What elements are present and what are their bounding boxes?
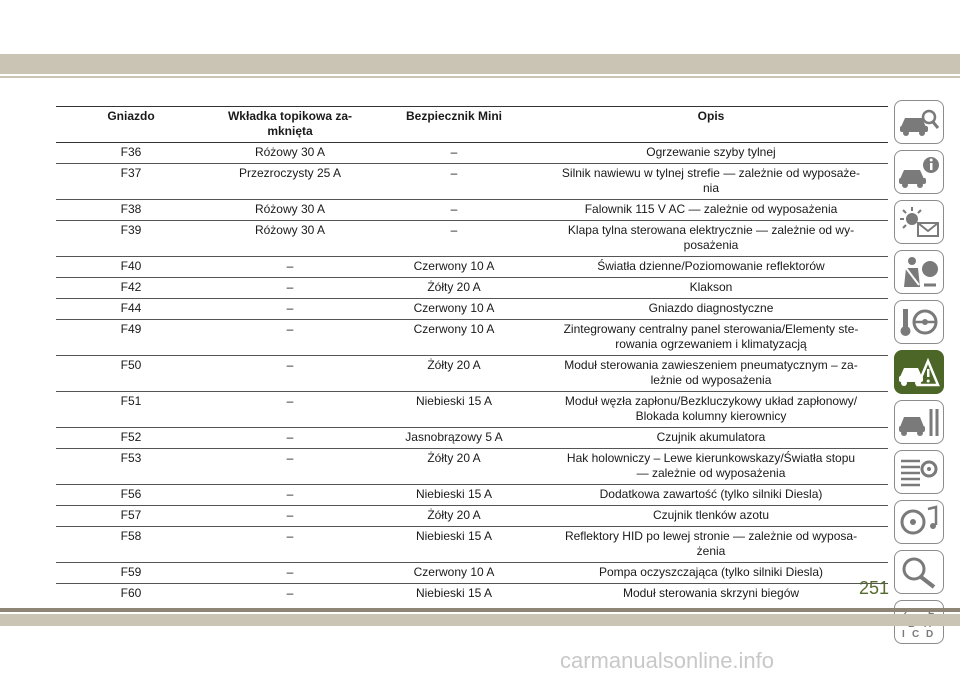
cell-opis: Czujnik akumulatora [534, 428, 888, 449]
table-row [56, 257, 888, 278]
tab-maintenance-list[interactable] [894, 450, 944, 494]
table-row [56, 392, 888, 428]
car-tools-icon [898, 405, 940, 439]
header-bezpiecznik-mini: Bezpiecznik Mini [374, 107, 534, 143]
cell-bezpiecznik-mini: – [374, 143, 534, 164]
cell-bezpiecznik-mini: – [374, 164, 534, 200]
cell-wkladka: – [206, 356, 374, 392]
maintenance-list-icon [898, 455, 940, 489]
tab-light-mail[interactable] [894, 200, 944, 244]
cell-wkladka: Przezroczysty 25 A [206, 164, 374, 200]
cell-wkladka: – [206, 428, 374, 449]
tab-key-steering[interactable] [894, 300, 944, 344]
header-opis: Opis [534, 107, 888, 143]
cell-gniazdo: F50 [56, 356, 206, 392]
cell-gniazdo: F52 [56, 428, 206, 449]
table-row [56, 164, 888, 200]
seatbelt-airbag-icon [898, 255, 940, 289]
cell-opis: Klakson [534, 278, 888, 299]
cell-gniazdo: F44 [56, 299, 206, 320]
cell-bezpiecznik-mini: Czerwony 10 A [374, 299, 534, 320]
cell-wkladka: – [206, 392, 374, 428]
index-letter: D [926, 629, 934, 639]
fuse-table [56, 106, 888, 616]
cell-gniazdo: F60 [56, 584, 206, 616]
cell-opis: Moduł sterowania zawieszeniem pneumatycznym – za- leżnie od wyposażenia [534, 356, 888, 392]
cell-wkladka: Różowy 30 A [206, 200, 374, 221]
cell-opis: Czujnik tlenków azotu [534, 506, 888, 527]
cell-gniazdo: F37 [56, 164, 206, 200]
table-header-row [56, 107, 888, 143]
cell-opis: Pompa oczyszczająca (tylko silniki Diesla) [534, 563, 888, 584]
tab-search[interactable] [894, 550, 944, 594]
cell-opis: Moduł węzła zapłonu/Bezkluczykowy układ zapłonowy/ Blokada kolumny kierownicy [534, 392, 888, 428]
search-icon [898, 555, 940, 589]
cell-bezpiecznik-mini: Żółty 20 A [374, 356, 534, 392]
cell-opis: Klapa tylna sterowana elektrycznie — zależnie od wy- posażenia [534, 221, 888, 257]
tab-car-warning[interactable] [894, 350, 944, 394]
cell-bezpiecznik-mini: Jasnobrązowy 5 A [374, 428, 534, 449]
table-row [56, 356, 888, 392]
cell-gniazdo: F56 [56, 485, 206, 506]
cell-bezpiecznik-mini: – [374, 200, 534, 221]
cell-bezpiecznik-mini: Niebieski 15 A [374, 392, 534, 428]
cell-wkladka: – [206, 584, 374, 616]
car-info-icon [898, 155, 940, 189]
header-gniazdo: Gniazdo [56, 107, 206, 143]
table-row [56, 143, 888, 164]
cell-opis: Dodatkowa zawartość (tylko silniki Diesla) [534, 485, 888, 506]
chapter-tabs [894, 100, 944, 650]
cell-gniazdo: F49 [56, 320, 206, 356]
index-letter: C [912, 629, 920, 639]
cell-gniazdo: F40 [56, 257, 206, 278]
cell-wkladka: – [206, 278, 374, 299]
table-row [56, 221, 888, 257]
table-row [56, 506, 888, 527]
bottom-decor-line [0, 608, 960, 612]
cell-opis: Gniazdo diagnostyczne [534, 299, 888, 320]
cell-gniazdo: F51 [56, 392, 206, 428]
cell-gniazdo: F53 [56, 449, 206, 485]
cell-bezpiecznik-mini: Niebieski 15 A [374, 527, 534, 563]
cell-wkladka: – [206, 257, 374, 278]
watermark: carmanualsonline.info [560, 648, 775, 673]
table-row [56, 278, 888, 299]
page-number: 251 [859, 578, 890, 598]
table-row [56, 485, 888, 506]
bottom-decor-band [0, 614, 960, 626]
cell-wkladka: – [206, 563, 374, 584]
cell-opis: Falownik 115 V AC — zależnie od wyposażenia [534, 200, 888, 221]
cell-bezpiecznik-mini: Żółty 20 A [374, 506, 534, 527]
table-row [56, 428, 888, 449]
cell-wkladka: – [206, 527, 374, 563]
cell-gniazdo: F57 [56, 506, 206, 527]
car-warning-icon [898, 355, 940, 389]
table-row [56, 563, 888, 584]
tab-car-tools[interactable] [894, 400, 944, 444]
cell-bezpiecznik-mini: Żółty 20 A [374, 278, 534, 299]
index-letter: I [902, 629, 905, 639]
tab-multimedia[interactable] [894, 500, 944, 544]
cell-bezpiecznik-mini: Czerwony 10 A [374, 257, 534, 278]
multimedia-icon [898, 505, 940, 539]
cell-gniazdo: F38 [56, 200, 206, 221]
cell-wkladka: – [206, 299, 374, 320]
cell-gniazdo: F42 [56, 278, 206, 299]
cell-wkladka: Różowy 30 A [206, 221, 374, 257]
cell-bezpiecznik-mini: – [374, 221, 534, 257]
header-wkladka: Wkładka topikowa za- mknięta [206, 107, 374, 143]
table-row [56, 200, 888, 221]
tab-car-info[interactable] [894, 150, 944, 194]
cell-gniazdo: F59 [56, 563, 206, 584]
cell-wkladka: – [206, 320, 374, 356]
cell-bezpiecznik-mini: Niebieski 15 A [374, 584, 534, 616]
top-decor-band [0, 54, 960, 74]
cell-opis: Zintegrowany centralny panel sterowania/Elementy ste- rowania ogrzewaniem i klimatyzacją [534, 320, 888, 356]
table-row [56, 320, 888, 356]
cell-wkladka: – [206, 506, 374, 527]
cell-opis: Reflektory HID po lewej stronie — zależnie od wyposa- żenia [534, 527, 888, 563]
cell-wkladka: – [206, 449, 374, 485]
table-row [56, 299, 888, 320]
tab-seatbelt-airbag[interactable] [894, 250, 944, 294]
cell-opis: Silnik nawiewu w tylnej strefie — zależnie od wyposaże- nia [534, 164, 888, 200]
car-search-icon [898, 105, 940, 139]
cell-bezpiecznik-mini: Czerwony 10 A [374, 563, 534, 584]
tab-car-search[interactable] [894, 100, 944, 144]
cell-opis: Ogrzewanie szyby tylnej [534, 143, 888, 164]
cell-gniazdo: F58 [56, 527, 206, 563]
cell-bezpiecznik-mini: Czerwony 10 A [374, 320, 534, 356]
cell-gniazdo: F39 [56, 221, 206, 257]
cell-bezpiecznik-mini: Niebieski 15 A [374, 485, 534, 506]
cell-wkladka: – [206, 485, 374, 506]
cell-opis: Światła dzienne/Poziomowanie reflektorów [534, 257, 888, 278]
light-mail-icon [898, 205, 940, 239]
cell-opis: Moduł sterowania skrzyni biegów [534, 584, 888, 616]
table-row [56, 449, 888, 485]
cell-wkladka: Różowy 30 A [206, 143, 374, 164]
cell-opis: Hak holowniczy – Lewe kierunkowskazy/Światła stopu — zależnie od wyposażenia [534, 449, 888, 485]
key-steering-icon [898, 305, 940, 339]
cell-bezpiecznik-mini: Żółty 20 A [374, 449, 534, 485]
cell-gniazdo: F36 [56, 143, 206, 164]
table-row [56, 527, 888, 563]
top-decor-line [0, 76, 960, 78]
